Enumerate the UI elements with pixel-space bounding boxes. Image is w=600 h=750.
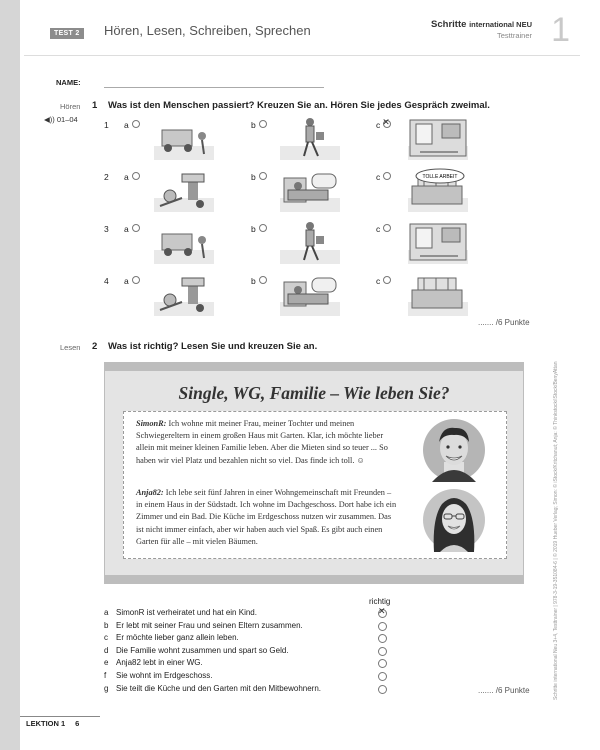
answer-option-c[interactable] <box>376 117 391 130</box>
checked-circle-icon[interactable]: ✕ <box>378 606 386 616</box>
option-letter: b <box>251 120 256 130</box>
answer-option-a[interactable] <box>124 276 140 286</box>
radio-circle-icon[interactable] <box>378 672 387 681</box>
row-number: 2 <box>104 172 109 182</box>
illustration-2c <box>406 168 470 221</box>
row-number: 1 <box>104 120 109 130</box>
illustration-1c <box>406 116 470 169</box>
post-author: SimonR: <box>136 419 167 428</box>
copyright-text: Schritte international Neu 3+4, Testtrainer | 978-3-19-351084-6 | © 2019 Hueber Verlag; Simon: © iStock/Kritchanut; Anja: © Thinkstock/iStock/BenyAttan <box>553 361 559 700</box>
radio-circle-icon[interactable] <box>132 224 140 232</box>
radio-circle-icon[interactable] <box>132 172 140 180</box>
copyright-vertical <box>553 361 561 700</box>
answer-option-c[interactable] <box>376 276 391 286</box>
statement-letter: g <box>104 683 109 693</box>
statement-letter: e <box>104 658 109 668</box>
illustration-3c <box>406 220 470 273</box>
reading-text-box <box>104 362 524 584</box>
option-letter: b <box>251 224 256 234</box>
option-letter: a <box>124 172 129 182</box>
radio-circle-icon[interactable] <box>132 120 140 128</box>
brand-small: international NEU <box>469 20 532 29</box>
statement-text: Die Familie wohnt zusammen und spart so Geld. <box>116 645 289 655</box>
checked-circle-icon[interactable]: ✕ <box>382 117 390 127</box>
statement-item <box>104 671 213 680</box>
name-input-line[interactable] <box>104 87 324 88</box>
option-letter: c <box>376 224 381 234</box>
post-author: Anja82: <box>136 488 164 497</box>
task2-number: 2 <box>92 341 98 352</box>
answer-option-a[interactable] <box>124 224 140 234</box>
illustration-2b <box>278 168 342 221</box>
radio-circle-icon[interactable] <box>383 276 391 284</box>
task1-number: 1 <box>92 100 98 111</box>
statement-item <box>104 621 303 630</box>
statement-item <box>104 646 289 655</box>
statement-text: Er möchte lieber ganz allein leben. <box>116 633 239 643</box>
header-divider <box>24 55 580 56</box>
header-title: Hören, Lesen, Schreiben, Sprechen <box>104 23 311 38</box>
task2-points: ....... /6 Punkte <box>478 686 530 695</box>
statement-item <box>104 633 239 642</box>
page-header <box>20 0 600 60</box>
answer-option-c[interactable] <box>376 224 391 234</box>
task2-heading <box>92 341 317 352</box>
illustration-2a <box>152 168 216 221</box>
sign-text: TOLLE ARBEIT <box>422 174 458 180</box>
statement-item <box>104 684 321 693</box>
illustration-1a <box>152 116 216 169</box>
brand-logo <box>431 19 532 30</box>
audio-track-label: 01–04 <box>56 115 78 124</box>
statement-text: SimonR ist verheiratet und hat ein Kind. <box>116 608 257 617</box>
statement-letter: d <box>104 645 109 655</box>
radio-circle-icon[interactable] <box>378 622 387 631</box>
answer-option-a[interactable] <box>124 172 140 182</box>
radio-circle-icon[interactable] <box>259 120 267 128</box>
radio-circle-icon[interactable] <box>378 685 387 694</box>
box-top-band <box>105 363 523 371</box>
radio-circle-icon[interactable] <box>259 224 267 232</box>
statement-letter: b <box>104 620 109 630</box>
post-anja <box>136 487 398 548</box>
row-number: 3 <box>104 224 109 234</box>
statement-text: Er lebt mit seiner Frau und seinen Eltern zusammen. <box>116 620 303 630</box>
richtig-header: richtig <box>369 597 391 606</box>
post-text: Ich lebe seit fünf Jahren in einer Wohngemeinschaft mit Freunden – in einem Haus in der Südstadt. Ich wohne im Dachgeschoss. Dort habe ich ein Zimmer und ein Bad. Die Küche im Erdgeschoss nutzen wir zusammen. Das ist nicht immer einfach, aber wir haben auch viel Spaß. Es gibt auch einen Garten für alle – mit vielen Bäumen. <box>136 488 397 546</box>
answer-option-b[interactable] <box>251 120 267 130</box>
brand-name: Schritte <box>431 19 467 30</box>
box-bottom-band <box>105 575 523 583</box>
statement-letter: a <box>104 608 109 617</box>
test-tag: TEST 2 <box>50 28 84 39</box>
page-number: 6 <box>75 719 80 728</box>
section-label-hoeren: Hören <box>60 102 81 111</box>
option-letter: a <box>124 276 129 286</box>
statement-letter: f <box>104 671 107 680</box>
option-letter: b <box>251 276 256 286</box>
audio-track[interactable] <box>44 115 78 124</box>
radio-circle-icon[interactable] <box>132 276 140 284</box>
statement-text: Sie teilt die Küche und den Garten mit den Mitbewohnern. <box>116 683 322 693</box>
answer-option-b[interactable] <box>251 224 267 234</box>
avatar-simon <box>422 418 486 482</box>
box-title: Single, WG, Familie – Wie leben Sie? <box>178 383 450 403</box>
illustration-1b <box>278 116 342 169</box>
statement-text: Anja82 lebt in einer WG. <box>116 658 203 668</box>
option-letter: c <box>376 172 381 182</box>
radio-circle-icon[interactable] <box>259 276 267 284</box>
header-number: 1 <box>551 11 570 49</box>
radio-circle-icon[interactable] <box>383 172 391 180</box>
statement-item <box>104 608 257 617</box>
statement-item <box>104 658 203 667</box>
option-letter: a <box>124 120 129 130</box>
answer-option-a[interactable] <box>124 120 140 130</box>
illustration-4a <box>152 272 216 325</box>
lesson-label: LEKTION 1 <box>26 719 66 728</box>
task1-instruction: Was ist den Menschen passiert? Kreuzen Sie an. Hören Sie jedes Gespräch zweimal. <box>108 100 490 111</box>
section-label-lesen: Lesen <box>60 343 81 352</box>
task1-points: ....... /6 Punkte <box>478 318 530 327</box>
speaker-icon: ◀)) <box>44 115 55 124</box>
answer-option-c[interactable] <box>376 172 391 182</box>
header-subtitle: Testtrainer <box>496 31 532 40</box>
option-letter: c <box>376 120 381 130</box>
post-simon <box>136 418 398 467</box>
footer-divider <box>20 716 100 717</box>
forum-posts <box>123 411 507 559</box>
illustration-3b <box>278 220 342 273</box>
name-label: NAME: <box>56 78 81 87</box>
task2-instruction: Was ist richtig? Lesen Sie und kreuzen Sie an. <box>108 341 318 352</box>
option-letter: b <box>251 172 256 182</box>
row-number: 4 <box>104 276 109 286</box>
answer-option-b[interactable] <box>251 172 267 182</box>
option-letter: c <box>376 276 381 286</box>
option-letter: a <box>124 224 129 234</box>
statement-text: Sie wohnt im Erdgeschoss. <box>116 671 213 680</box>
radio-circle-icon[interactable] <box>259 172 267 180</box>
post-text: Ich wohne mit meiner Frau, meiner Tochter und meinen Schwiegereltern in einem großen Haus mit Garten. Klar, ich möchte lieber allein mit meiner kleinen Familie leben. Aber die Mieten sind so teuer ... So haben wir viel Platz und bezahlen nicht so viel. Das finde ich toll. ☺ <box>136 419 388 465</box>
illustration-4b <box>278 272 342 325</box>
page-margin-bar <box>0 0 20 750</box>
radio-circle-icon[interactable] <box>378 659 387 668</box>
radio-circle-icon[interactable] <box>378 647 387 656</box>
avatar-anja <box>422 488 486 552</box>
answer-option-b[interactable] <box>251 276 267 286</box>
page-footer <box>26 719 79 728</box>
illustration-4c <box>406 272 470 325</box>
radio-circle-icon[interactable] <box>378 634 387 643</box>
radio-circle-icon[interactable] <box>383 224 391 232</box>
illustration-3a <box>152 220 216 273</box>
statement-letter: c <box>104 633 108 643</box>
task1-heading <box>92 100 490 111</box>
